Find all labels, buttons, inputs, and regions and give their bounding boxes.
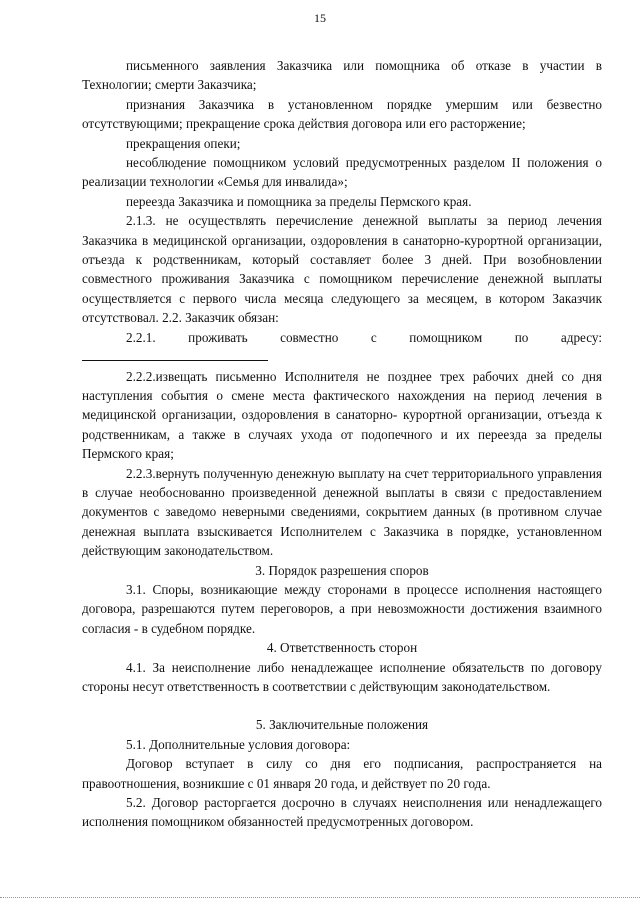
page-number: 15 [314,11,326,25]
section-3-heading: 3. Порядок разрешения споров [255,562,429,578]
paragraph-5-1: 5.1. Дополнительные условия договора: [126,736,351,752]
paragraph-2-1-3: 2.1.3. не осуществлять перечисление денежной выплаты за период лечения Заказчика в медицинской организации, оздоровления в санаторно-курортной организации, отъезда к родственникам, который составляет более 3 дней. При возобновлении совместного проживания Заказчика с помощником перечисление денежной выплаты осуществляется с первого числа месяца следующего за месяцем, в котором Заказчик отсутствовал. 2.2. Заказчик обязан: [82,213,602,326]
paragraph-5-2: 5.2. Договор расторгается досрочно в случаях неисполнения или ненадлежащего исполнения помощником обязанностей предусмотренных договором. [82,795,602,830]
paragraph-2-2-3: 2.2.3.вернуть полученную денежную выплату на счет территориального управления в случае необоснованно произведенной денежной выплаты в связи с предоставлением документов с заведомо неверными сведениями, сокрытием данных (в противном случае денежная выплата взыскивается Исполнителем с Заказчика в порядке, установленном действующим законодательством. [82,465,602,559]
paragraph-2-2-1-text: 2.2.1. проживать совместно с помощником по адресу: [126,329,602,345]
paragraph-guardianship-end: прекращения опеки; [126,135,241,151]
paragraph-non-compliance: несоблюдение помощником условий предусмотренных разделом II положения о реализации технологии «Семья для инвалида»; [82,155,602,190]
paragraph-4-1: 4.1. За неисполнение либо ненадлежащее исполнение обязательств по договору стороны несут ответственность в соответствии с действующим законодательством. [82,659,602,694]
paragraph-contract-term: Договор вступает в силу со дня его подписания, распространяется на правоотношения, возникшие с 01 января 20 года, и действует по 20 года. [82,756,602,791]
paragraph-2-2-1 [82,328,602,367]
paragraph-death-recognition: признания Заказчика в установленном порядке умершим или безвестно отсутствующими; прекращение срока действия договора или его расторжение; [82,96,602,132]
address-blank-line [82,348,268,361]
paragraph-withdrawal: письменного заявления Заказчика или помощника об отказе в участии в Технологии; смерти Заказчика; [82,58,602,93]
paragraph-relocation: переезда Заказчика и помощника за пределы Пермского края. [126,193,472,209]
section-5-heading: 5. Заключительные положения [255,717,429,733]
section-4-heading: 4. Ответственность сторон [266,640,418,656]
page-bottom-border [0,897,640,898]
paragraph-3-1: 3.1. Споры, возникающие между сторонами в процессе исполнения настоящего договора, разрешаются путем переговоров, а при невозможности достижения взаимного согласия - в судебном порядке. [82,581,602,636]
document-body [82,56,602,832]
paragraph-2-2-2: 2.2.2.извещать письменно Исполнителя не позднее трех рабочих дней со дня наступления события о смене места фактического нахождения на период лечения в медицинской организации, оздоровления в санаторно- курортной организации, отъезда к родственникам, а также в случаях ухода от подопечного и их переезда за пределы Пермского края; [82,368,602,462]
